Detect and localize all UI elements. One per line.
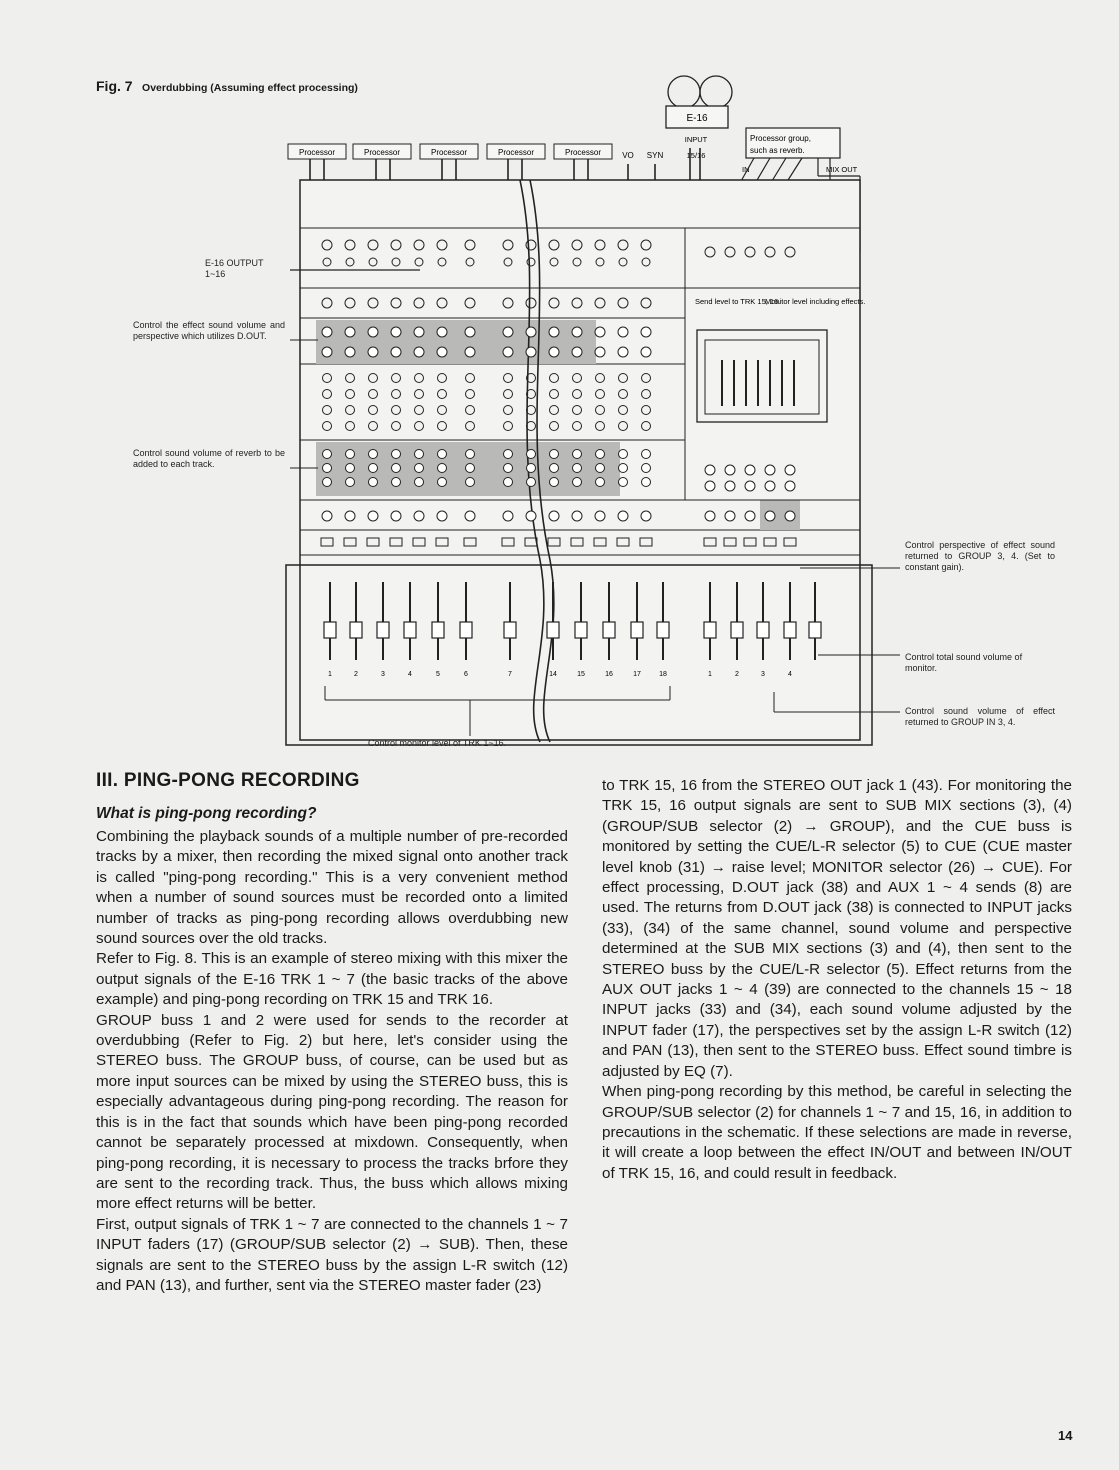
sub-mix-knob: [437, 327, 447, 337]
master-knob: [785, 465, 795, 475]
monitor-trk-annotation: Control monitor level of TRK 1~16.: [368, 738, 507, 748]
in-label: IN: [742, 165, 750, 174]
aux-knob: [573, 450, 582, 459]
master-knob: [765, 481, 775, 491]
aux-knob: [550, 450, 559, 459]
master-knob: [705, 465, 715, 475]
aux-knob: [415, 464, 424, 473]
fader-knob: [603, 622, 615, 638]
group-number: 3: [761, 671, 765, 678]
processor-box: Processor: [298, 148, 336, 157]
aux-knob: [438, 478, 447, 487]
sub-mix-knob: [465, 327, 475, 337]
aux-knob: [642, 450, 651, 459]
sub-mix-knob: [391, 327, 401, 337]
sub-mix-knob: [618, 327, 628, 337]
group-number: 2: [735, 671, 739, 678]
sub-mix-knob: [345, 347, 355, 357]
channel-number: 4: [408, 671, 412, 678]
fader-knob: [504, 622, 516, 638]
aux-knob: [504, 450, 513, 459]
aux-knob: [369, 464, 378, 473]
channel-number: 3: [381, 671, 385, 678]
aux-knob: [504, 464, 513, 473]
aux-knob: [466, 450, 475, 459]
aux-knob: [596, 464, 605, 473]
aux-knob: [323, 478, 332, 487]
sub-mix-knob: [391, 347, 401, 357]
e16-output-annotation: E-16 OUTPUT 1~16: [205, 258, 264, 279]
sub-mix-knob: [503, 347, 513, 357]
fader-knob: [324, 622, 336, 638]
aux-knob: [573, 464, 582, 473]
fader-knob: [460, 622, 472, 638]
pan-knob: [641, 511, 651, 521]
sub-mix-knob: [549, 327, 559, 337]
figure-title: Overdubbing (Assuming effect processing): [142, 82, 358, 94]
master-knob: [765, 465, 775, 475]
effect-volume-annotation: Control sound volume of effect returned to GROUP IN 3, 4.: [905, 706, 1055, 727]
fader-knob: [432, 622, 444, 638]
reverb-volume-annotation: Control sound volume of reverb to be added to each track.: [133, 448, 285, 469]
fader-knob: [784, 622, 796, 638]
input-label: INPUT: [684, 135, 708, 144]
group-knob: [705, 511, 715, 521]
channel-number: 2: [354, 671, 358, 678]
channel-number: 17: [633, 671, 641, 678]
paragraph: When ping-pong recording by this method, be careful in selecting the GROUP/SUB selector (2) for channels 1 ~ 7 and 15, 16, in addition to precautions in the schematic. If these selections are made in reverse, it will create a loop between the effect IN/OUT and between IN/OUT of TRK 15, 16, and could result in feedback.: [602, 1083, 1072, 1182]
fader-knob: [731, 622, 743, 638]
pan-knob: [595, 511, 605, 521]
sub-mix-knob: [641, 327, 651, 337]
fader-knob: [350, 622, 362, 638]
aux-knob: [392, 464, 401, 473]
channel-number: 15: [577, 671, 585, 678]
pan-knob: [345, 511, 355, 521]
processor-boxes: [288, 144, 663, 160]
aux-knob: [438, 464, 447, 473]
aux-knob: [642, 478, 651, 487]
mixer-console: [286, 180, 900, 745]
master-knob: [745, 465, 755, 475]
sub-mix-knob: [595, 347, 605, 357]
sub-mix-knob: [618, 347, 628, 357]
fader-knob: [631, 622, 643, 638]
pan-knob: [618, 511, 628, 521]
send-level-label: Send level to TRK 15, 16.: [695, 297, 781, 306]
aux-knob: [619, 478, 628, 487]
processor-group-line: such as reverb.: [750, 146, 805, 155]
aux-knob: [346, 450, 355, 459]
group-knob: [745, 511, 755, 521]
aux-knob: [415, 450, 424, 459]
group-knob: [725, 511, 735, 521]
pan-knob: [437, 511, 447, 521]
sub-mix-knob: [437, 347, 447, 357]
aux-knob: [596, 478, 605, 487]
sub-mix-knob: [549, 347, 559, 357]
vo-label: VO: [622, 151, 634, 160]
group-knob: [765, 511, 775, 521]
channel-number: 18: [659, 671, 667, 678]
fader-knob: [657, 622, 669, 638]
monitor-level-label: Monitor level including effects.: [765, 297, 866, 306]
fader-knob: [809, 622, 821, 638]
aux-knob: [392, 450, 401, 459]
group-knob: [785, 511, 795, 521]
fader-knob: [377, 622, 389, 638]
aux-knob: [415, 478, 424, 487]
paragraph: GROUP buss 1 and 2 were used for sends to the recorder at overdubbing (Refer to Fig. 2) but here, let's consider using the STEREO buss. The GROUP buss, of course, can be used but as more input sources can be mixed by using the STEREO buss, this is especially advantageous during ping-pong recording. The reason for this is in the fact that sounds which have been ping-pong recorded cannot be separately processed at mixdown. Consequently, when ping-pong recording, it is necessary to process the tracks brfore they are sent to the recording track. Thus, the buss which allows mixing more effect returns will be better.: [96, 1011, 568, 1213]
perspective-annotation: Control perspective of effect sound returned to GROUP 3, 4. (Set to constant gain).: [905, 540, 1055, 572]
processor-box: Processor: [430, 148, 468, 157]
pan-knob: [391, 511, 401, 521]
processor-group-line: Processor group,: [750, 134, 811, 143]
aux-knob: [527, 464, 536, 473]
effect-sound-annotation: Control the effect sound volume and perspective which utilizes D.OUT.: [133, 320, 285, 341]
pan-knob: [572, 511, 582, 521]
total-monitor-annotation: Control total sound volume of monitor.: [905, 652, 1023, 673]
mix-out-label: MIX OUT: [826, 165, 858, 174]
processor-box: Processor: [363, 148, 401, 157]
aux-knob: [438, 450, 447, 459]
recorder-label: E-16: [686, 113, 708, 124]
sub-mix-knob: [572, 327, 582, 337]
sub-mix-knob: [414, 327, 424, 337]
page-number: 14: [1058, 1428, 1073, 1443]
right-column: [602, 776, 1072, 1184]
channel-number: 14: [549, 671, 557, 678]
pan-knob: [368, 511, 378, 521]
fader-knob: [547, 622, 559, 638]
sub-mix-knob: [526, 347, 536, 357]
aux-knob: [466, 464, 475, 473]
sub-mix-knob: [414, 347, 424, 357]
aux-knob: [642, 464, 651, 473]
channel-number: 1: [328, 671, 332, 678]
master-knob: [785, 481, 795, 491]
processor-box: Processor: [564, 148, 602, 157]
group-number: 4: [788, 671, 792, 678]
sub-mix-knob: [572, 347, 582, 357]
processor-box: Processor: [497, 148, 535, 157]
master-knob: [745, 481, 755, 491]
recorder-e16: [666, 76, 732, 160]
sub-mix-knob: [322, 347, 332, 357]
aux-knob: [369, 478, 378, 487]
aux-knob: [527, 478, 536, 487]
sub-mix-knob: [641, 347, 651, 357]
paragraph: Refer to Fig. 8. This is an example of stereo mixing with this mixer the output signals of the E-16 TRK 1 ~ 7 (the basic tracks of the above example) and ping-pong recording on TRK 15 and TRK 16.: [96, 950, 568, 1009]
aux-knob: [504, 478, 513, 487]
channel-number: 5: [436, 671, 440, 678]
pan-knob: [549, 511, 559, 521]
figure-number: Fig. 7: [96, 78, 133, 94]
aux-knob: [527, 450, 536, 459]
aux-knob: [619, 464, 628, 473]
input-tracks-label: 15/16: [686, 151, 706, 160]
aux-knob: [369, 450, 378, 459]
pan-knob: [322, 511, 332, 521]
master-knob: [725, 465, 735, 475]
pan-knob: [414, 511, 424, 521]
pan-knob: [526, 511, 536, 521]
paragraph: Combining the playback sounds of a multiple number of pre-recorded tracks by a mixer, then recording the mixed signal onto another track is called "ping-pong recording." This is a very convenient method when a number of sound sources must be recorded onto a limited number of tracks as ping-pong recording allows overdubbing new sound sources over the old tracks.: [96, 828, 568, 948]
sub-mix-knob: [322, 327, 332, 337]
aux-knob: [346, 464, 355, 473]
sub-mix-knob: [465, 347, 475, 357]
aux-knob: [550, 478, 559, 487]
pan-knob: [465, 511, 475, 521]
aux-knob: [323, 450, 332, 459]
section-heading: III. PING-PONG RECORDING: [96, 770, 360, 791]
aux-knob: [619, 450, 628, 459]
sub-mix-knob: [368, 327, 378, 337]
aux-knob: [550, 464, 559, 473]
fader-knob: [575, 622, 587, 638]
master-knob: [725, 481, 735, 491]
section-subheading: What is ping-pong recording?: [96, 805, 317, 822]
sub-mix-knob: [345, 327, 355, 337]
channel-number: 6: [464, 671, 468, 678]
paragraph: to TRK 15, 16 from the STEREO OUT jack 1 (43). For monitoring the TRK 15, 16 output signals are sent to SUB MIX sections (3), (4) (GROUP/SUB selector (2) → GROUP), and the CUE buss is monitored by setting the CUE/L-R selector (5) to CUE (CUE master level knob (31) → raise level; MONITOR selector (26) → CUE). For effect processing, D.OUT jack (38) and AUX 1 ~ 4 sends (8) are used. The returns from D.OUT jack (38) is connected to INPUT jacks (33), (34) of the same channel, sound volume and perspective determined at the SUB MIX sections (3) and (4), then sent to the STEREO buss by the CUE/L-R selector (5). Effect returns from the AUX OUT jacks 1 ~ 4 (39) are connected to the channels 15 ~ 18 INPUT jacks (33) and (34), each sound volume adjusted by the INPUT fader (17), the perspectives set by the assign L-R switch (12) and PAN (13), then sent to the STEREO buss. Effect sound timbre is adjusted by EQ (7).: [602, 777, 1072, 1080]
sub-mix-knob: [595, 327, 605, 337]
aux-knob: [573, 478, 582, 487]
aux-knob: [323, 464, 332, 473]
fader-knob: [404, 622, 416, 638]
sub-mix-knob: [526, 327, 536, 337]
fader-knob: [704, 622, 716, 638]
aux-knob: [596, 450, 605, 459]
pan-knob: [503, 511, 513, 521]
paragraph: First, output signals of TRK 1 ~ 7 are connected to the channels 1 ~ 7 INPUT faders (17) (GROUP/SUB selector (2) → SUB). Then, these signals are sent to the STEREO buss by the assign L-R switch (12) and PAN (13), and further, sent via the STEREO master fader (23): [96, 1215, 568, 1294]
sub-mix-knob: [503, 327, 513, 337]
aux-knob: [346, 478, 355, 487]
aux-knob: [392, 478, 401, 487]
channel-number: 16: [605, 671, 613, 678]
syn-label: SYN: [646, 151, 664, 160]
aux-knob: [466, 478, 475, 487]
group-number: 1: [708, 671, 712, 678]
fader-knob: [757, 622, 769, 638]
left-column: [96, 827, 568, 1296]
channel-number: 7: [508, 671, 512, 678]
master-knob: [705, 481, 715, 491]
sub-mix-knob: [368, 347, 378, 357]
